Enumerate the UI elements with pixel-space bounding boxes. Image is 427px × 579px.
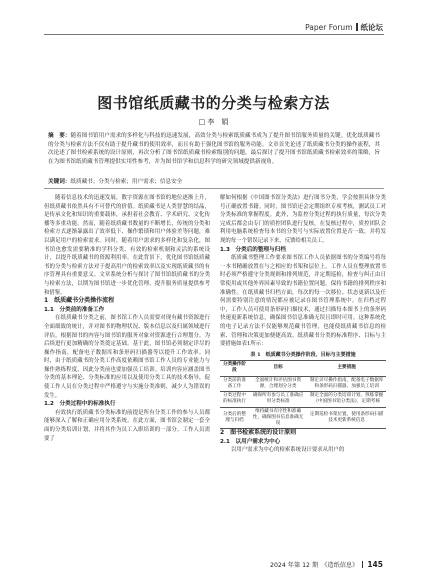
table-caption: 表 1 纸质藏书分类操作阶段、目标与主要措施: [250, 351, 356, 358]
classification-table: [220, 360, 386, 429]
table-cell: 分类前的准备工作: [220, 376, 249, 391]
table-header-cell: 主要措施: [307, 361, 386, 376]
section-name: 纸论坛: [360, 23, 383, 32]
table-row: [220, 376, 386, 391]
subsection-heading-2-1: 2.1 以用户需求为中心: [220, 438, 281, 445]
keywords-text: 纸质藏书；分类与检索；用户需求；信息安全: [70, 179, 183, 185]
table-cell: 制定详尽操作指南，配备电子数据库和条形码扫描器，加强员工培训: [307, 376, 386, 391]
table-cell: 分类过程中的标准执行: [220, 392, 249, 407]
left-column: [44, 194, 210, 443]
table-cell: 分类后的整理与归档: [220, 407, 249, 429]
article-author: □ 李 娟: [198, 118, 229, 126]
table-cell: 确保所有参与员工准确应用分类标准: [249, 392, 307, 407]
intro-paragraph: 随着信息技术的迅速发展，数字资源在图书馆的地位逐渐上升，但纸质藏书依然具有不可替代的价值。纸质藏书是人类智慧的结晶，是传承文化和知识的重要载体，承担着社会教育、学术研究、文化传播等多重功能。然而，随着纸质藏书数量的不断增长，传统的分类和检索方式逐渐暴露出了效率低下、操作繁琐和用户体验差等问题，难以满足用户的检索需求。同时，随着用户需求的多样化和复杂化，图书馆也愈发需要精准的学科分类、有效的检索机制和灵活的系统设计，以提升纸质藏书的资源利用率。在此背景下，优化图书馆纸质藏书的分类与检索方法对于提高用户的检索效率以及实现纸质藏书的有序管理具有重要意义。文章系统分析与探讨了图书馆纸质藏书的分类与检索方法，以期为图书馆进一步优化管理、提升服务质量提供参考和借鉴。: [44, 195, 210, 296]
table-row: [220, 392, 386, 407]
right-column: [220, 194, 386, 455]
section-heading-2: 2 图书检索系统的设计原则: [220, 429, 297, 437]
article-title: 图书馆纸质藏书的分类与检索方法: [97, 94, 330, 112]
journal-name: Paper Forum: [305, 23, 353, 32]
table-header-cell: 目标: [249, 361, 307, 376]
table-cell: 制定全面的分类培训计划，熟练掌握《中国图书馆分类法》，定期考核: [307, 392, 386, 407]
page-number: 145: [367, 560, 383, 569]
paragraph-1-2: 有效执行纸质藏书分类标准的前提是所有分类工作的参与人员都能够深入了解和正确应用分类系统。在此方面，图书馆会制定一套全面的分类培训计划，并将其作为员工入职培训的一部分。工作人员需要了: [44, 409, 210, 442]
abstract-rule: [44, 188, 384, 189]
abstract-text: 随着图书馆用户需求的多样化与科技的迅速发展，高效分类与检索纸质藏书成为了提升图书馆服务质量的关键。优化纸质藏书的分类与检索方法不仅有助于提升藏书的使用效率，而且有助于强化图书馆的服务功能。文章首先论述了纸质藏书分类的操作流程，其次论述了图书检索系统的设计原则，再次分析了图书馆纸质藏书检索级别的问题，最后探讨了提升图书馆纸质藏书检索效率的策略，旨在为图书馆纸质藏书管理提供实用性参考，并为图书馆学和信息科学的研究领域提供新视角。: [48, 133, 380, 165]
paragraph-continued: 解如何根据《中国图书馆分类法》进行图书分类，学会按照具体分类号正确放置书籍。同时，图书馆还会定期组织专项考核，测试员工对分类标准的掌握程度。此外，为监控分类过程的执行质量，每次分类完成后都会由专门的质控团队进行复核。在复核过程中，质控团队会利用电脑系统检查每本书的分类号与实际放置位置是否一致，并将发现的每一个错误记录下来，反馈给相关员工。: [220, 195, 386, 244]
abstract: [48, 132, 380, 166]
keywords: [48, 177, 380, 185]
paragraph-1-1: 在纸质藏书分类之前，图书馆工作人员需要对现有藏书资源进行全面细致的统计，并对图书的物理状况、版本信息以及归属领域进行评估，根据图书的内容与图书馆的服务对象对资源进行合理划分。为后续进行更加精确的分类奠定基础。基于此，图书馆必须制定详尽的操作指南，配备电子数据库和条形码扫描器等以提升工作效率。同时，由于纸质藏书的分类工作高度依赖图书馆工作人员的专业能力与操作熟练程度，因此分类前也要加强员工培训。培训内容应涵盖图书分类的基本理论、分类标准的应用以及使用分类工具的技术指导，促使工作人员在分类过程中严格遵守与实施分类准则，减少人为错误的发生。: [44, 315, 210, 399]
paragraph-1-3: 纸质藏书整理工作要求图书馆工作人员依据图书的分类编号将每一本书精确放置在与之相应的书架和层位上。工作人员在整理放置书时必须严格遵守分类规则和排列规范，并定期巡检，检查与纠正由日常使用或其他外界因素导致的书籍位置问题。保持书籍的排列秩序和准确性。在纸质藏书归档方面，每次的每一次移位、状态更新以及任何需要特别注意的情况都应被记录在图书管理系统中。在归档过程中，工作人员可使用条形码扫描技术，通过扫描每本图书上的条形码快速更新系统信息，确保图书信息准确无误且即时可用。这种系统化的电子记录方法不仅能够规范藏书管理，也能使纸质藏书信息的检索、管理和决策更加便捷高效。纸质藏书分类的标准程序、目标与主要措施如表1所示：: [220, 255, 386, 348]
abstract-label: 摘 要：: [48, 133, 71, 139]
header-divider: [356, 23, 358, 31]
running-header: [305, 22, 383, 33]
table-row: [220, 407, 386, 429]
footer-issue: 2024 年第 12 期 《造纸信息》: [270, 562, 359, 569]
keywords-label: 关键词：: [48, 179, 71, 185]
header-rule: [44, 34, 384, 35]
paragraph-2-1: 以用户需求为中心的检索系统设计要求从用户的: [231, 447, 345, 454]
table-cell: 全面统计和评估图书资源，合理划分分类: [249, 376, 307, 391]
table-cell: 维持藏书有序性和准确性，确保图书信息准确无误: [249, 407, 307, 429]
page-footer: [270, 560, 383, 569]
table-header-row: [220, 361, 386, 376]
subsection-heading-1-3: 1.3 分类后的整理与归档: [220, 246, 286, 253]
footer-divider: [362, 561, 363, 568]
subsection-heading-1-1: 1.1 分类前的准备工作: [44, 306, 105, 313]
table-cell: 定期巡检书架位置，使用条形码扫描技术更新系统信息: [307, 407, 386, 429]
section-heading-1: 1 纸质藏书分类操作流程: [44, 297, 115, 305]
table-header-cell: 分类操作阶段: [220, 361, 249, 376]
subsection-heading-1-2: 1.2 分类过程中的标准执行: [44, 401, 116, 408]
